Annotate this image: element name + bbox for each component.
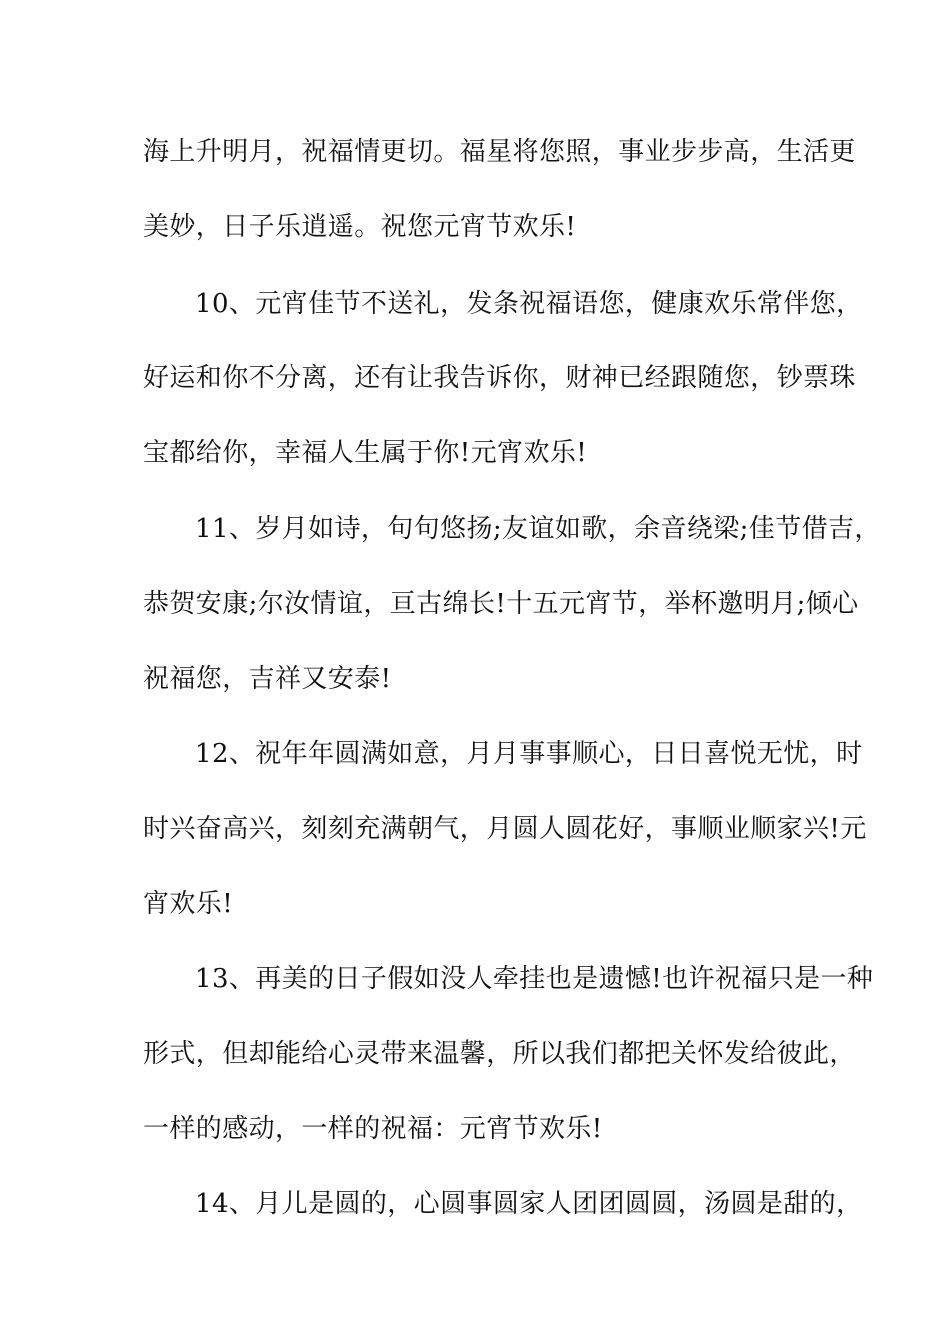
text-line: 祝福您，吉祥又安泰!: [143, 664, 392, 694]
paragraph-11-start: 11、岁月如诗，句句悠扬;友谊如歌，余音绕梁;佳节借吉，: [195, 514, 881, 544]
text-line: 形式，但却能给心灵带来温馨，所以我们都把关怀发给彼此，: [143, 1039, 856, 1069]
paragraph-13-start: 13、再美的日子假如没人牵挂也是遗憾!也许祝福只是一种: [195, 964, 874, 994]
text-line: 宝都给你，幸福人生属于你!元宵欢乐!: [143, 438, 588, 468]
text-line: 好运和你不分离，还有让我告诉你，财神已经跟随您，钞票珠: [143, 363, 856, 393]
text-line: 一样的感动，一样的祝福：元宵节欢乐!: [143, 1114, 603, 1144]
text-line: 时兴奋高兴，刻刻充满朝气，月圆人圆花好，事顺业顺家兴!元: [143, 814, 867, 844]
text-line: 海上升明月，祝福情更切。福星将您照，事业步步高，生活更: [143, 137, 856, 167]
paragraph-10-start: 10、元宵佳节不送礼，发条祝福语您，健康欢乐常伴您，: [195, 289, 863, 319]
paragraph-14-start: 14、月儿是圆的，心圆事圆家人团团圆圆，汤圆是甜的，: [195, 1189, 863, 1219]
paragraph-12-start: 12、祝年年圆满如意，月月事事顺心，日日喜悦无忧，时: [195, 739, 863, 769]
text-line: 恭贺安康;尔汝情谊，亘古绵长!十五元宵节，举杯邀明月;倾心: [143, 589, 859, 619]
text-line: 美妙，日子乐逍遥。祝您元宵节欢乐!: [143, 212, 577, 242]
text-line: 宵欢乐!: [143, 889, 234, 919]
